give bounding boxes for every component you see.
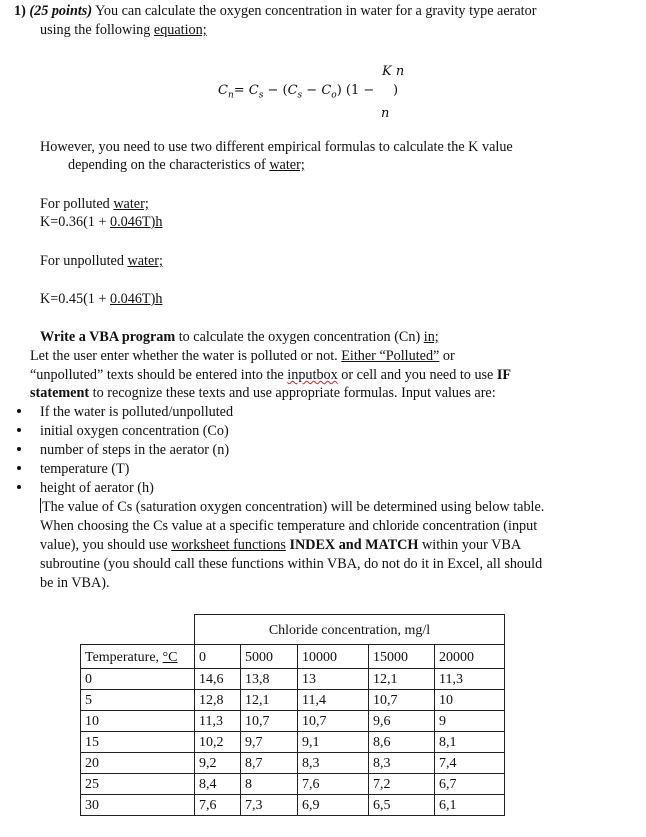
bullet-dot — [17, 409, 21, 413]
chloride-value: 15000 — [369, 645, 435, 669]
equation-close-paren: ) — [393, 83, 399, 98]
table-cell: 11,3 — [195, 711, 241, 732]
table-cell: 13,8 — [241, 669, 298, 690]
table-cell: 10,7 — [298, 711, 369, 732]
question-intro — [14, 2, 536, 21]
table-cell: 7,6 — [195, 795, 241, 816]
equation-main: $C_n= C_s - (C_s - C_o) (1$ − — [218, 83, 375, 101]
chloride-value: 5000 — [241, 645, 298, 669]
cs-table — [80, 614, 505, 816]
task-line-4: statement to recognize these texts and use appropriate formulas. Input values are: — [30, 385, 496, 401]
table-cell: 30 — [81, 795, 195, 816]
table-cell: 8,4 — [195, 774, 241, 795]
list-item: initial oxygen concentration (Co) — [40, 423, 229, 439]
table-cell: 15 — [81, 732, 195, 753]
table-cell: 9,2 — [195, 753, 241, 774]
table-cell: 7,2 — [369, 774, 435, 795]
however-line-2: depending on the characteristics of water; — [68, 157, 305, 173]
cs-line-5: be in VBA). — [40, 575, 110, 591]
table-row — [81, 711, 505, 732]
chloride-header: Chloride concentration, mg/l — [195, 615, 505, 645]
table-cell: 6,9 — [298, 795, 369, 816]
table-cell: 20 — [81, 753, 195, 774]
table-header-row — [81, 645, 505, 669]
equation-link: equation; — [153, 22, 207, 38]
list-item: number of steps in the aerator (n) — [40, 442, 230, 458]
table-row — [81, 732, 505, 753]
list-item: height of aerator (h) — [40, 480, 154, 496]
table-title-row — [81, 615, 505, 645]
table-cell: 14,6 — [195, 669, 241, 690]
table-cell: 8,7 — [241, 753, 298, 774]
table-cell: 8,6 — [369, 732, 435, 753]
unpolluted-formula: K=0.45(1 + 0.046T)h — [40, 291, 163, 307]
table-cell: 6,5 — [369, 795, 435, 816]
table-cell: 7,3 — [241, 795, 298, 816]
water-link: water; — [269, 157, 305, 173]
table-cell: 11,4 — [298, 690, 369, 711]
text-cursor — [40, 498, 41, 513]
table-cell: 7,4 — [435, 753, 505, 774]
bullet-dot — [17, 428, 21, 432]
equation-superscript: K n — [382, 64, 405, 79]
table-cell: 12,1 — [241, 690, 298, 711]
list-item: temperature (T) — [40, 461, 130, 477]
cs-line-2: When choosing the Cs value at a specific temperature and chloride concentration (input — [40, 518, 538, 534]
list-item: If the water is polluted/unpolluted — [40, 404, 234, 420]
however-line-1: However, you need to use two different empirical formulas to calculate the K value — [40, 139, 513, 155]
task-line-1: Write a VBA program to calculate the oxygen concentration (Cn) in; — [40, 329, 439, 345]
cs-line-3: value), you should use worksheet functions INDEX and MATCH within your VBA — [40, 537, 522, 553]
intro-line-1: You can calculate the oxygen concentration in water for a gravity type aerator — [95, 3, 537, 19]
table-cell: 8,1 — [435, 732, 505, 753]
polluted-label: For polluted water; — [40, 196, 149, 212]
table-cell: 5 — [81, 690, 195, 711]
table-cell: 13 — [298, 669, 369, 690]
cs-line-4: subroutine (you should call these functions within VBA, do not do it in Excel, all should — [40, 556, 543, 572]
table-cell: 8,3 — [298, 753, 369, 774]
table-cell: 10,7 — [241, 711, 298, 732]
table-row — [81, 795, 505, 816]
table-cell: 9,1 — [298, 732, 369, 753]
table-cell: 25 — [81, 774, 195, 795]
table-cell: 6,7 — [435, 774, 505, 795]
table-cell: 9,6 — [369, 711, 435, 732]
bullet-dot — [17, 466, 21, 470]
chloride-value: 0 — [195, 645, 241, 669]
table-row — [81, 690, 505, 711]
question-number: 1) — [14, 3, 26, 19]
polluted-formula: K=0.36(1 + 0.046T)h — [40, 214, 163, 230]
table-cell — [81, 615, 195, 645]
table-cell: 7,6 — [298, 774, 369, 795]
chloride-value: 10000 — [298, 645, 369, 669]
equation-denominator: n — [381, 106, 390, 121]
task-line-2: Let the user enter whether the water is polluted or not. Either “Polluted” or — [30, 348, 455, 364]
table-cell: 9,7 — [241, 732, 298, 753]
table-cell: 9 — [435, 711, 505, 732]
table-row — [81, 774, 505, 795]
table-cell: 0 — [81, 669, 195, 690]
chloride-value: 20000 — [435, 645, 505, 669]
table-cell: 12,8 — [195, 690, 241, 711]
table-cell: 10 — [435, 690, 505, 711]
table-cell: 12,1 — [369, 669, 435, 690]
table-cell: 6,1 — [435, 795, 505, 816]
table-cell: 10 — [81, 711, 195, 732]
table-row — [81, 753, 505, 774]
table-cell: 11,3 — [435, 669, 505, 690]
temp-header: Temperature, °C — [81, 645, 195, 669]
task-line-3: “unpolluted” texts should be entered into the inputbox or cell and you need to use IF — [30, 367, 512, 383]
bullet-dot — [17, 447, 21, 451]
table-row — [81, 669, 505, 690]
bullet-dot — [17, 485, 21, 489]
table-cell: 10,2 — [195, 732, 241, 753]
question-points: (25 points) — [29, 3, 93, 19]
table-cell: 8 — [241, 774, 298, 795]
intro-line-2: using the following equation; — [40, 22, 207, 38]
table-cell: 8,3 — [369, 753, 435, 774]
unpolluted-label: For unpolluted water; — [40, 253, 163, 269]
table-cell: 10,7 — [369, 690, 435, 711]
cs-line-1[interactable]: The value of Cs (saturation oxygen concentration) will be determined using below table. — [42, 499, 545, 515]
